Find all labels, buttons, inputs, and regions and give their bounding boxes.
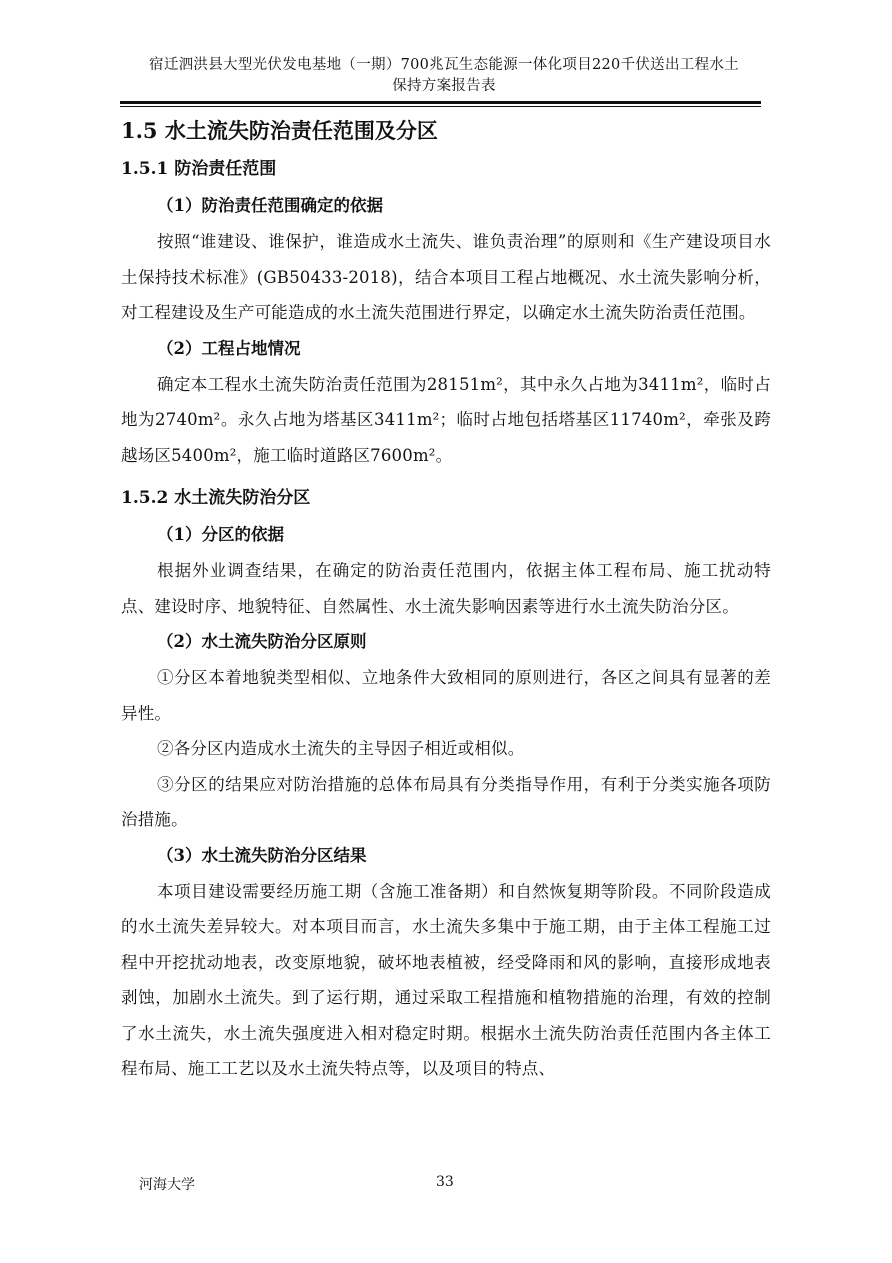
section-title: 1.5 水土流失防治责任范围及分区 <box>121 118 438 143</box>
header-title-line2: 保持方案报告表 <box>392 78 496 94</box>
basis-paragraph: 按照“谁建设、谁保护，谁造成水土流失、谁负责治理”的原则和《生产建设项目水土保持技术标准》(GB50433-2018)，结合本项目工程占地概况、水土流失影响分析，对工程建设及生产可能造成的水土流失范围进行界定，以确定水土流失防治责任范围。 <box>121 232 771 322</box>
zoning-result-paragraph: 本项目建设需要经历施工期（含施工准备期）和自然恢复期等阶段。不同阶段造成的水土流失差异较大。对本项目而言，水土流失多集中于施工期，由于主体工程施工过程中开挖扰动地表，改变原地貌，破坏地表植被，经受降雨和风的影响，直接形成地表剥蚀，加剧水土流失。到了运行期，通过采取工程措施和植物措施的治理，有效的控制了水土流失，水土流失强度进入相对稳定时期。根据水土流失防治责任范围内各主体工程布局、施工工艺以及水土流失特点等，以及项目的特点、 <box>121 881 771 1078</box>
zoning-result-heading: （3）水土流失防治分区结果 <box>157 845 367 865</box>
subsection-title-zoning: 1.5.2 水土流失防治分区 <box>121 488 311 508</box>
header-rule-thick <box>120 101 761 104</box>
zoning-basis-heading: （1）分区的依据 <box>157 525 284 544</box>
land-use-heading: （2）工程占地情况 <box>157 338 301 358</box>
land-use-paragraph: 确定本工程水土流失防治责任范围为28151m²，其中永久占地为3411m²，临时占地为2740m²。永久占地为塔基区3411m²；临时占地包括塔基区11740m²，牵张及跨越场区5400m²，施工临时道路区7600m²。 <box>121 374 771 465</box>
basis-heading: （1）防治责任范围确定的依据 <box>157 196 383 215</box>
document-header <box>120 55 768 97</box>
page-number: 33 <box>436 1174 454 1190</box>
page-body <box>121 110 771 1087</box>
principle-item-2: ②各分区内造成水土流失的主导因子相近或相似。 <box>157 739 525 758</box>
footer-institution: 河海大学 <box>139 1177 195 1193</box>
zoning-basis-paragraph: 根据外业调查结果，在确定的防治责任范围内，依据主体工程布局、施工扰动特点、建设时序、地貌特征、自然属性、水土流失影响因素等进行水土流失防治分区。 <box>121 561 771 616</box>
zoning-principle-heading: （2）水土流失防治分区原则 <box>157 632 367 651</box>
principle-item-3: ③分区的结果应对防治措施的总体布局具有分类指导作用，有利于分类实施各项防治措施。 <box>121 774 771 829</box>
header-title-line1: 宿迁泗洪县大型光伏发电基地（一期）700兆瓦生态能源一体化项目220千伏送出工程水土 <box>149 57 739 73</box>
subsection-title-responsibility: 1.5.1 防治责任范围 <box>121 159 277 179</box>
principle-item-1: ①分区本着地貌类型相似、立地条件大致相同的原则进行，各区之间具有显著的差异性。 <box>121 668 771 723</box>
header-rule-thin <box>120 106 761 107</box>
